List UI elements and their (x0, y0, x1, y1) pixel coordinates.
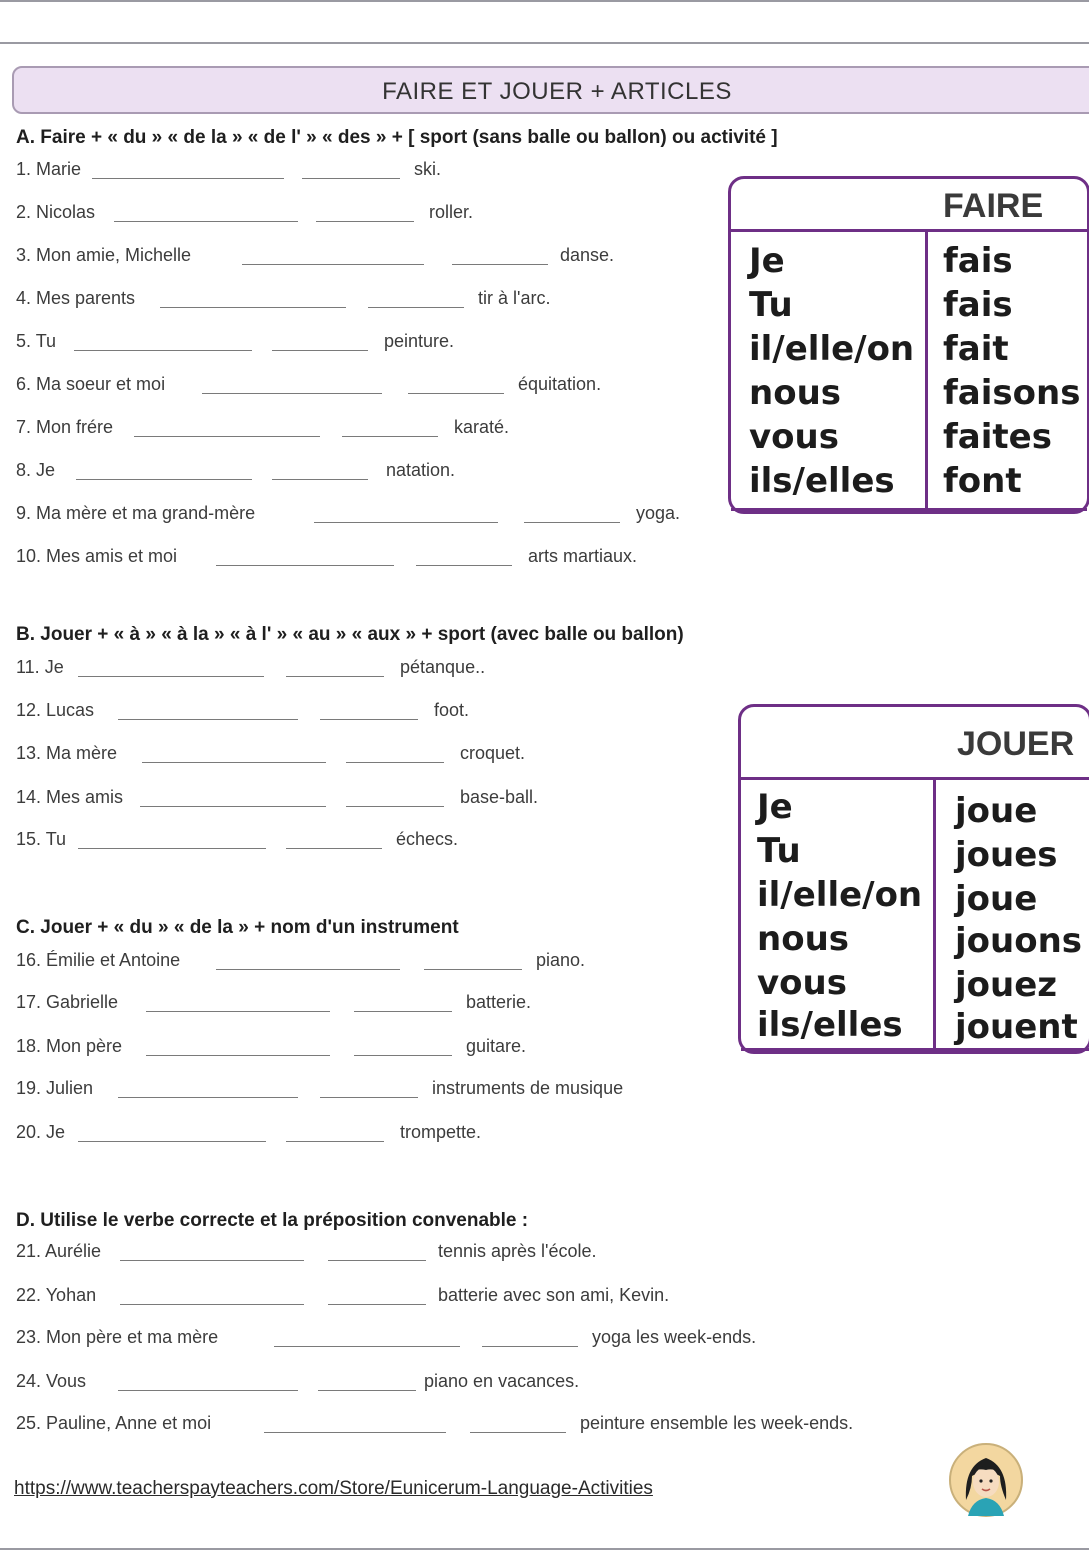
faire-verb-ils: font (943, 461, 1022, 501)
faire-title: FAIRE (943, 187, 1044, 225)
section-a-heading: A. Faire + « du » « de la » « de l' » « des » + [ sport (sans balle ou ballon) ou activité ] (16, 127, 778, 148)
question-subject: 21. Aurélie (16, 1241, 102, 1261)
question-ending: batterie. (466, 992, 532, 1012)
jouer-pronoun-tu: Tu (757, 831, 801, 871)
question-ending: base-ball. (460, 787, 539, 807)
answer-blank-verb[interactable] (74, 350, 252, 351)
answer-blank-article[interactable] (316, 221, 414, 222)
store-link[interactable]: https://www.teacherspayteachers.com/Store/Eunicerum-Language-Activities (14, 1478, 653, 1499)
answer-blank-article[interactable] (424, 969, 522, 970)
answer-blank-article[interactable] (320, 1097, 418, 1098)
question-subject: 20. Je (16, 1122, 66, 1142)
answer-blank-verb[interactable] (142, 762, 326, 763)
answer-blank-verb[interactable] (216, 969, 400, 970)
question-ending: roller. (429, 202, 474, 222)
question-subject: 5. Tu (16, 331, 57, 351)
answer-blank-article[interactable] (286, 676, 384, 677)
question-ending: croquet. (460, 743, 526, 763)
question-ending: équitation. (518, 374, 602, 394)
question-ending: tir à l'arc. (478, 288, 551, 308)
answer-blank-verb[interactable] (120, 1304, 304, 1305)
faire-verb-tu: fais (943, 285, 1013, 325)
answer-blank-article[interactable] (482, 1346, 578, 1347)
question-ending: natation. (386, 460, 456, 480)
answer-blank-verb[interactable] (118, 1097, 298, 1098)
question-subject: 7. Mon frére (16, 417, 114, 437)
jouer-verb-nous: jouons (955, 921, 1083, 961)
question-subject: 24. Vous (16, 1371, 87, 1391)
faire-pronoun-vous: vous (749, 417, 839, 457)
answer-blank-article[interactable] (368, 307, 464, 308)
avatar-icon (948, 1442, 1024, 1518)
answer-blank-verb[interactable] (146, 1055, 330, 1056)
page-title: FAIRE ET JOUER + ARTICLES (382, 78, 732, 105)
answer-blank-verb[interactable] (160, 307, 346, 308)
answer-blank-article[interactable] (286, 848, 382, 849)
question-subject: 14. Mes amis (16, 787, 124, 807)
answer-blank-verb[interactable] (264, 1432, 446, 1433)
question-subject: 25. Pauline, Anne et moi (16, 1413, 212, 1433)
section-b-heading: B. Jouer + « à » « à la » « à l' » « au » « aux » + sport (avec balle ou ballon) (16, 624, 684, 645)
question-ending: échecs. (396, 829, 459, 849)
answer-blank-verb[interactable] (78, 676, 264, 677)
question-subject: 22. Yohan (16, 1285, 97, 1305)
faire-column-divider (925, 232, 928, 508)
answer-blank-verb[interactable] (216, 565, 394, 566)
question-ending: ski. (414, 159, 441, 179)
answer-blank-article[interactable] (328, 1260, 426, 1261)
answer-blank-article[interactable] (354, 1055, 452, 1056)
answer-blank-article[interactable] (272, 350, 368, 351)
question-subject: 16. Émilie et Antoine (16, 950, 181, 970)
faire-verb-nous: faisons (943, 373, 1081, 413)
question-subject: 9. Ma mère et ma grand-mère (16, 503, 256, 523)
jouer-pronoun-je: Je (757, 787, 793, 827)
answer-blank-article[interactable] (470, 1432, 566, 1433)
answer-blank-verb[interactable] (146, 1011, 330, 1012)
faire-verb-je: fais (943, 241, 1013, 281)
jouer-column-divider (933, 780, 936, 1048)
jouer-conjugation-table (738, 704, 1089, 1054)
question-subject: 2. Nicolas (16, 202, 96, 222)
answer-blank-article[interactable] (354, 1011, 452, 1012)
question-subject: 19. Julien (16, 1078, 94, 1098)
jouer-pronoun-nous: nous (757, 919, 850, 959)
jouer-verb-vous: jouez (955, 965, 1058, 1005)
question-ending: foot. (434, 700, 470, 720)
answer-blank-verb[interactable] (314, 522, 498, 523)
answer-blank-verb[interactable] (242, 264, 424, 265)
answer-blank-verb[interactable] (274, 1346, 460, 1347)
question-subject: 4. Mes parents (16, 288, 136, 308)
question-ending: peinture ensemble les week-ends. (580, 1413, 854, 1433)
answer-blank-article[interactable] (416, 565, 512, 566)
question-ending: tennis après l'école. (438, 1241, 597, 1261)
question-ending: yoga les week-ends. (592, 1327, 757, 1347)
answer-blank-verb[interactable] (118, 1390, 298, 1391)
answer-blank-verb[interactable] (78, 1141, 266, 1142)
question-subject: 1. Marie (16, 159, 82, 179)
section-d-heading: D. Utilise le verbe correcte et la préposition convenable : (16, 1210, 529, 1231)
answer-blank-article[interactable] (302, 178, 400, 179)
question-subject: 3. Mon amie, Michelle (16, 245, 192, 265)
question-ending: karaté. (454, 417, 510, 437)
faire-verb-vous: faites (943, 417, 1052, 457)
answer-blank-verb[interactable] (114, 221, 298, 222)
question-ending: arts martiaux. (528, 546, 638, 566)
question-subject: 13. Ma mère (16, 743, 118, 763)
top-rule (0, 0, 1089, 2)
question-ending: danse. (560, 245, 615, 265)
answer-blank-verb[interactable] (202, 393, 382, 394)
question-ending: guitare. (466, 1036, 527, 1056)
answer-blank-article[interactable] (408, 393, 504, 394)
answer-blank-article[interactable] (346, 762, 444, 763)
question-subject: 15. Tu (16, 829, 67, 849)
question-subject: 11. Je (16, 657, 64, 677)
jouer-verb-tu: joues (955, 835, 1058, 875)
question-ending: yoga. (636, 503, 681, 523)
jouer-verb-je: joue (955, 791, 1038, 831)
answer-blank-verb[interactable] (140, 806, 326, 807)
answer-blank-article[interactable] (272, 479, 368, 480)
faire-pronoun-il: il/elle/on (749, 329, 915, 369)
question-subject: 12. Lucas (16, 700, 95, 720)
answer-blank-article[interactable] (346, 806, 444, 807)
answer-blank-article[interactable] (318, 1390, 416, 1391)
question-subject: 23. Mon père et ma mère (16, 1327, 219, 1347)
author-avatar (948, 1442, 1024, 1518)
jouer-pronoun-ils: ils/elles (757, 1005, 903, 1045)
answer-blank-verb[interactable] (118, 719, 298, 720)
bottom-rule (0, 1548, 1089, 1550)
answer-blank-article[interactable] (328, 1304, 426, 1305)
question-ending: trompette. (400, 1122, 482, 1142)
question-subject: 6. Ma soeur et moi (16, 374, 166, 394)
jouer-verb-il: joue (955, 879, 1038, 919)
answer-blank-article[interactable] (342, 436, 438, 437)
answer-blank-article[interactable] (286, 1141, 384, 1142)
faire-pronoun-ils: ils/elles (749, 461, 895, 501)
question-ending: piano. (536, 950, 586, 970)
answer-blank-article[interactable] (320, 719, 418, 720)
section-c-heading: C. Jouer + « du » « de la » + nom d'un instrument (16, 917, 459, 938)
answer-blank-article[interactable] (452, 264, 548, 265)
question-subject: 10. Mes amis et moi (16, 546, 178, 566)
question-subject: 17. Gabrielle (16, 992, 119, 1012)
question-ending: pétanque.. (400, 657, 486, 677)
faire-pronoun-tu: Tu (749, 285, 793, 325)
answer-blank-article[interactable] (524, 522, 620, 523)
answer-blank-verb[interactable] (134, 436, 320, 437)
faire-verb-il: fait (943, 329, 1009, 369)
faire-conjugation-table (728, 176, 1089, 514)
answer-blank-verb[interactable] (120, 1260, 304, 1261)
question-subject: 18. Mon père (16, 1036, 123, 1056)
jouer-title: JOUER (957, 725, 1075, 763)
question-ending: piano en vacances. (424, 1371, 580, 1391)
question-ending: instruments de musique (432, 1078, 624, 1098)
faire-pronoun-je: Je (749, 241, 785, 281)
answer-blank-verb[interactable] (78, 848, 266, 849)
answer-blank-verb[interactable] (92, 178, 284, 179)
question-subject: 8. Je (16, 460, 56, 480)
question-ending: peinture. (384, 331, 455, 351)
faire-pronoun-nous: nous (749, 373, 842, 413)
question-ending: batterie avec son ami, Kevin. (438, 1285, 670, 1305)
jouer-verb-ils: jouent (955, 1007, 1078, 1047)
header-rule (0, 42, 1089, 44)
title-banner (12, 66, 1089, 114)
jouer-pronoun-vous: vous (757, 963, 847, 1003)
jouer-pronoun-il: il/elle/on (757, 875, 923, 915)
answer-blank-verb[interactable] (76, 479, 252, 480)
